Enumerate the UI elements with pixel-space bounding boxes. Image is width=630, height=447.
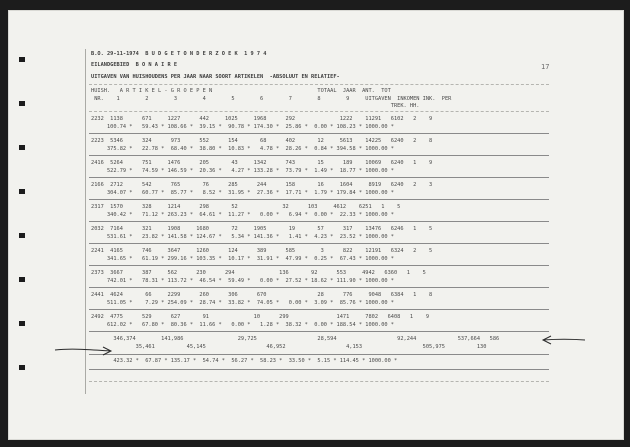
totals-line: 346,374 141,986 29,725 28,594 92,244 537,664 586 bbox=[91, 336, 500, 342]
row-relative: 341.65 * 61.19 * 299.16 * 103.35 * 10.17 * 31.91 * 47.99 * 0.25 * 67.43 * 1000.00 * bbox=[91, 256, 394, 262]
separator bbox=[89, 381, 549, 382]
separator bbox=[89, 84, 549, 85]
column-header: HUISH. A R T I K E L - G R O E P E N TOTAAL JAAR ANT. TOT bbox=[91, 88, 391, 94]
island-name: EILANDGEBIED B O N A I R E bbox=[91, 62, 178, 68]
binder-hole bbox=[19, 277, 25, 282]
row-divider bbox=[89, 369, 549, 370]
totals-relative: 423.32 * 67.87 * 135.17 * 54.74 * 56.27 * 58.23 * 33.50 * 5.15 * 114.45 * 1000.00 * bbox=[91, 358, 398, 364]
row-absolute: 2223 5346 324 973 552 154 68 402 12 5613 14225 6240 2 8 bbox=[91, 138, 433, 144]
binder-hole bbox=[19, 57, 25, 62]
column-header: NR. 1 2 3 4 5 6 7 8 9 UITGAVEN INKOMEN INK. PER bbox=[91, 96, 452, 102]
document-page bbox=[8, 10, 624, 440]
row-divider bbox=[89, 354, 549, 355]
row-absolute: 2317 1570 328 1214 298 52 32 103 4612 6251 1 5 bbox=[91, 204, 401, 210]
row-divider bbox=[89, 199, 549, 200]
row-absolute: 2232 1138 671 1227 442 1025 1968 292 1222 11291 6102 2 9 bbox=[91, 116, 433, 122]
binder-hole bbox=[19, 365, 25, 370]
separator bbox=[89, 111, 549, 112]
binder-hole bbox=[19, 321, 25, 326]
binder-hole bbox=[19, 101, 25, 106]
row-absolute: 2416 5264 751 1476 205 43 1342 743 15 189 10069 6240 1 9 bbox=[91, 160, 433, 166]
row-divider bbox=[89, 177, 549, 178]
row-relative: 742.01 * 78.31 * 113.72 * 46.54 * 59.49 * 0.00 * 27.52 * 18.62 * 111.90 * 1000.00 * bbox=[91, 278, 394, 284]
row-absolute: 2166 2712 542 765 76 285 244 158 16 1604 8919 6240 2 3 bbox=[91, 182, 433, 188]
row-absolute: 2492 4775 529 627 91 10 299 1471 7802 6408 1 9 bbox=[91, 314, 430, 320]
row-absolute: 2373 3667 387 562 230 294 136 92 553 4942 6360 1 5 bbox=[91, 270, 426, 276]
row-absolute: 2441 4624 66 2299 260 306 670 28 776 9048 6384 1 8 bbox=[91, 292, 433, 298]
row-relative: 531.61 * 23.82 * 141.58 * 124.67 * 5.34 * 141.36 * 1.41 * 4.23 * 23.52 * 1000.00 * bbox=[91, 234, 394, 240]
row-divider bbox=[89, 331, 549, 332]
binder-hole bbox=[19, 145, 25, 150]
table-subtitle: UITGAVEN VAN HUISHOUDENS PER JAAR NAAR SOORT ARTIKELEN -ABSOLUUT EN RELATIEF- bbox=[91, 74, 340, 80]
column-header: TREK. HH. bbox=[91, 103, 420, 109]
totals-line: 35,461 45,145 46,952 4,153 505,975 130 bbox=[91, 344, 487, 350]
row-relative: 511.05 * 7.29 * 254.09 * 28.74 * 33.82 * 74.05 * 0.00 * 3.09 * 85.76 * 1000.00 * bbox=[91, 300, 394, 306]
row-divider bbox=[89, 133, 549, 134]
arrow-left-icon bbox=[539, 333, 587, 347]
row-divider bbox=[89, 221, 549, 222]
row-absolute: 2032 7164 321 1908 1680 72 1905 19 57 317 13476 6246 1 5 bbox=[91, 226, 433, 232]
table-left-border bbox=[85, 49, 86, 394]
row-absolute: 2241 4165 746 3647 1260 124 389 585 3 822 12191 6324 2 5 bbox=[91, 248, 433, 254]
row-divider bbox=[89, 243, 549, 244]
row-relative: 522.79 * 74.59 * 146.59 * 20.36 * 4.27 * 133.28 * 73.79 * 1.49 * 18.77 * 1000.00 * bbox=[91, 168, 394, 174]
arrow-right-icon bbox=[53, 344, 115, 358]
row-relative: 304.07 * 60.77 * 85.77 * 8.52 * 31.95 * 27.36 * 17.71 * 1.79 * 179.84 * 1000.00 * bbox=[91, 190, 394, 196]
page-number: 17 bbox=[541, 63, 550, 71]
binder-hole bbox=[19, 233, 25, 238]
row-divider bbox=[89, 309, 549, 310]
row-divider bbox=[89, 265, 549, 266]
row-divider bbox=[89, 287, 549, 288]
row-relative: 375.82 * 22.78 * 68.40 * 38.80 * 10.83 * 4.78 * 28.26 * 0.84 * 394.58 * 1000.00 * bbox=[91, 146, 394, 152]
row-relative: 100.74 * 59.43 * 108.66 * 39.15 * 90.78 * 174.30 * 25.86 * 0.00 * 108.23 * 1000.00 * bbox=[91, 124, 394, 130]
row-relative: 612.02 * 67.80 * 80.36 * 11.66 * 0.00 * 1.28 * 38.32 * 0.00 * 188.54 * 1000.00 * bbox=[91, 322, 394, 328]
report-title: B.O. 29-11-1974 B U D G E T O N D E R Z O E K 1 9 7 4 bbox=[91, 51, 267, 57]
row-divider bbox=[89, 155, 549, 156]
binder-hole bbox=[19, 189, 25, 194]
row-relative: 340.42 * 71.12 * 263.23 * 64.61 * 11.27 * 0.00 * 6.94 * 0.00 * 22.33 * 1000.00 * bbox=[91, 212, 394, 218]
